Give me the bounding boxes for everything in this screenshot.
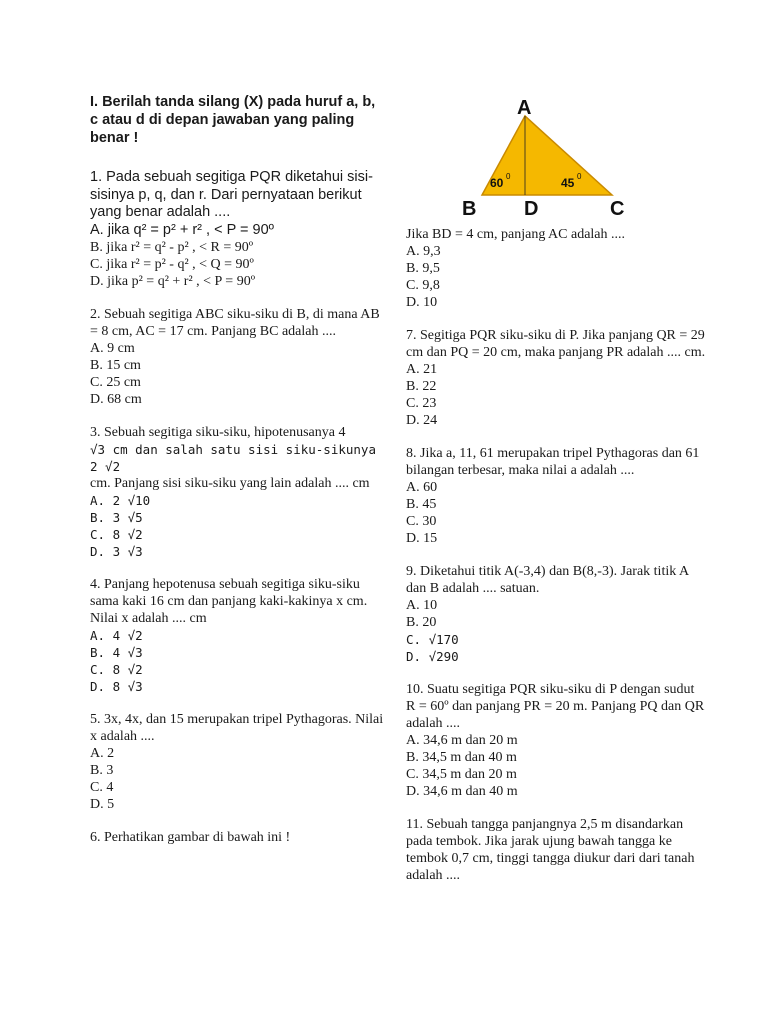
question-stem: 10. Suatu segitiga PQR siku-siku di P dengan sudut R = 60º dan panjang PR = 20 m. Panjang PQ dan QR adalah .... — [406, 682, 705, 731]
option-c[interactable]: C. 4 — [90, 780, 114, 795]
question-stem: 7. Segitiga PQR siku-siku di P. Jika panjang QR = 29 cm dan PQ = 20 cm, maka panjang PR adalah .... cm. — [406, 328, 706, 360]
triangle-figure — [460, 95, 640, 220]
option-c[interactable]: C. 25 cm — [90, 375, 141, 390]
question-4 — [90, 576, 385, 695]
question-stem: 6. Perhatikan gambar di bawah ini ! — [90, 830, 291, 845]
option-c[interactable]: C. jika r² = p² - q² , < Q = 90º — [90, 257, 254, 272]
question-stem: 1. Pada sebuah segitiga PQR diketahui sisi-sisinya p, q, dan r. Dari pernyataan berikut yang benar adalah .... — [90, 169, 373, 220]
option-b[interactable]: B. 4 √3 — [90, 645, 143, 660]
option-d[interactable]: D. 8 √3 — [90, 679, 143, 694]
left-column — [90, 93, 385, 862]
question-7 — [406, 327, 706, 429]
vertex-label-b: B — [462, 198, 477, 220]
option-c[interactable]: C. 23 — [406, 396, 437, 411]
vertex-label-c: C — [610, 198, 625, 220]
question-stem: 9. Diketahui titik A(-3,4) dan B(8,-3). Jarak titik A dan B adalah .... satuan. — [406, 564, 689, 596]
angle-degree-right: 0 — [577, 172, 582, 181]
option-b[interactable]: B. 34,5 m dan 40 m — [406, 750, 517, 765]
question-6 — [90, 829, 385, 846]
option-a[interactable]: A. 9,3 — [406, 244, 441, 259]
option-c[interactable]: C. √170 — [406, 632, 459, 647]
option-c[interactable]: C. 8 √2 — [90, 662, 143, 677]
question-5 — [90, 711, 385, 813]
question-2 — [90, 306, 385, 408]
option-d[interactable]: D. 3 √3 — [90, 544, 143, 559]
option-d[interactable]: D. 10 — [406, 295, 438, 310]
angle-degree-left: 0 — [506, 172, 511, 181]
option-c[interactable]: C. 9,8 — [406, 278, 440, 293]
question-6-continued — [406, 226, 706, 311]
vertex-label-d: D — [524, 198, 539, 220]
question-3 — [90, 424, 385, 560]
right-column — [406, 226, 706, 900]
option-d[interactable]: D. 5 — [90, 797, 115, 812]
angle-label-right: 45 — [561, 176, 575, 190]
option-a[interactable]: A. 4 √2 — [90, 628, 143, 643]
option-a[interactable]: A. 9 cm — [90, 341, 135, 356]
question-10 — [406, 681, 706, 800]
option-b[interactable]: B. 3 — [90, 763, 114, 778]
option-b[interactable]: B. 20 — [406, 615, 437, 630]
question-stem: 5. 3x, 4x, dan 15 merupakan tripel Pythagoras. Nilai x adalah .... — [90, 712, 384, 744]
option-c[interactable]: C. 8 √2 — [90, 527, 143, 542]
instruction-heading: I. Berilah tanda silang (X) pada huruf a, b, c atau d di depan jawaban yang paling benar ! — [90, 94, 376, 146]
angle-label-left: 60 — [490, 176, 504, 190]
question-stem: 8. Jika a, 11, 61 merupakan tripel Pythagoras dan 61 bilangan terbesar, maka nilai a adalah .... — [406, 446, 700, 478]
option-b[interactable]: B. 15 cm — [90, 358, 141, 373]
option-c[interactable]: C. 30 — [406, 514, 437, 529]
option-d[interactable]: D. √290 — [406, 649, 459, 664]
question-stem: Jika BD = 4 cm, panjang AC adalah .... — [406, 227, 626, 242]
option-c[interactable]: C. 34,5 m dan 20 m — [406, 767, 517, 782]
question-stem: 4. Panjang hepotenusa sebuah segitiga siku-siku sama kaki 16 cm dan panjang kaki-kakinya x cm. Nilai x adalah .... cm — [90, 577, 368, 626]
option-b[interactable]: B. jika r² = q² - p² , < R = 90º — [90, 240, 254, 255]
option-a[interactable]: A. 60 — [406, 480, 438, 495]
option-b[interactable]: B. 45 — [406, 497, 437, 512]
question-stem: 11. Sebuah tangga panjangnya 2,5 m disandarkan pada tembok. Jika jarak ujung bawah tangga ke tembok 0,7 cm, tinggi tangga diukur dari dari tanah adalah .... — [406, 817, 695, 883]
question-8 — [406, 445, 706, 547]
option-a[interactable]: A. 2 — [90, 746, 115, 761]
question-stem-line-2: √3 cm dan salah satu sisi siku-sikunya 2 √2 — [90, 442, 376, 474]
question-stem: 2. Sebuah segitiga ABC siku-siku di B, di mana AB = 8 cm, AC = 17 cm. Panjang BC adalah .... — [90, 307, 380, 339]
question-9 — [406, 563, 706, 665]
option-d[interactable]: D. jika p² = q² + r² , < P = 90º — [90, 274, 256, 289]
vertex-label-a: A — [517, 97, 532, 119]
question-11 — [406, 816, 706, 884]
option-a[interactable]: A. 21 — [406, 362, 438, 377]
question-stem-line-1: 3. Sebuah segitiga siku-siku, hipotenusanya 4 — [90, 425, 346, 440]
option-d[interactable]: D. 68 cm — [90, 392, 142, 407]
option-a[interactable]: A. 34,6 m dan 20 m — [406, 733, 518, 748]
question-stem-line-3: cm. Panjang sisi siku-siku yang lain adalah .... cm — [90, 476, 370, 491]
option-b[interactable]: B. 9,5 — [406, 261, 440, 276]
option-a[interactable]: A. 2 √10 — [90, 493, 151, 508]
option-a[interactable]: A. jika q² = p² + r² , < P = 90º — [90, 221, 274, 238]
option-a[interactable]: A. 10 — [406, 598, 438, 613]
question-1 — [90, 169, 385, 290]
option-d[interactable]: D. 15 — [406, 531, 438, 546]
option-d[interactable]: D. 24 — [406, 413, 438, 428]
option-b[interactable]: B. 3 √5 — [90, 510, 143, 525]
option-b[interactable]: B. 22 — [406, 379, 437, 394]
option-d[interactable]: D. 34,6 m dan 40 m — [406, 784, 518, 799]
